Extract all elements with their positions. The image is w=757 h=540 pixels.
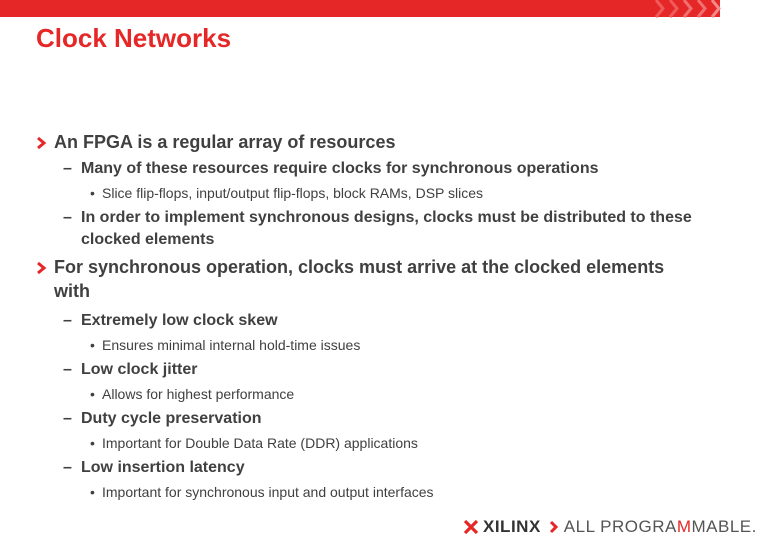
top-banner — [0, 0, 720, 17]
footer-logo — [463, 516, 757, 538]
chevron-pattern-icon — [650, 0, 720, 17]
bullet-text: Allows for highest performance — [102, 386, 295, 402]
tagline — [564, 517, 757, 537]
tagline-highlight: M — [676, 517, 692, 536]
bullet-level1 — [36, 255, 696, 303]
bullet-level3 — [90, 433, 696, 453]
bullet-text: Ensures minimal internal hold-time issues — [102, 337, 361, 353]
tagline-end: MABLE. — [691, 517, 757, 536]
dot-bullet-icon: • — [90, 185, 95, 201]
bullet-text: Extremely low clock skew — [81, 312, 278, 329]
bullet-text: Slice flip-flops, input/output flip-flops, block RAMs, DSP slices — [102, 185, 484, 201]
dash-bullet-icon: – — [63, 410, 72, 427]
bullet-level2 — [63, 359, 696, 381]
bullet-level3 — [90, 335, 696, 355]
bullet-text: Low insertion latency — [81, 459, 245, 476]
bullet-level3 — [90, 384, 696, 404]
dot-bullet-icon: • — [90, 337, 95, 353]
dot-bullet-icon: • — [90, 386, 95, 402]
bullet-level3 — [90, 482, 696, 502]
bullet-text: Low clock jitter — [81, 361, 198, 378]
bullet-text: In order to implement synchronous designs, clocks must be distributed to these clocked elements — [81, 209, 692, 248]
bullet-text: Duty cycle preservation — [81, 410, 262, 427]
bullet-level3 — [90, 183, 696, 203]
bullet-text: For synchronous operation, clocks must arrive at the clocked elements with — [54, 257, 665, 301]
bullet-text: Important for synchronous input and output interfaces — [102, 484, 434, 500]
bullet-level1 — [36, 130, 696, 154]
bullet-level2 — [63, 457, 696, 479]
dot-bullet-icon: • — [90, 435, 95, 451]
bullet-text: Important for Double Data Rate (DDR) applications — [102, 435, 418, 451]
bullet-text: Many of these resources require clocks for synchronous operations — [81, 160, 599, 177]
bullet-text: An FPGA is a regular array of resources — [54, 132, 396, 152]
dash-bullet-icon: – — [63, 312, 72, 329]
bullet-level2 — [63, 207, 696, 251]
bullet-level2 — [63, 408, 696, 430]
tagline-start: ALL PROGRA — [563, 517, 677, 536]
chevron-bullet-icon — [36, 262, 48, 274]
chevron-bullet-icon — [36, 137, 48, 149]
xilinx-logo-icon — [463, 519, 479, 535]
dash-bullet-icon: – — [63, 459, 72, 476]
dot-bullet-icon: • — [90, 484, 95, 500]
dash-bullet-icon: – — [63, 361, 72, 378]
dash-bullet-icon: – — [63, 160, 72, 177]
bullet-level2 — [63, 158, 696, 180]
brand-name: XILINX — [483, 517, 541, 536]
chevron-icon — [549, 521, 559, 533]
page-title: Clock Networks — [36, 23, 232, 53]
bullet-level2 — [63, 310, 696, 332]
dash-bullet-icon: – — [63, 209, 72, 226]
bullet-list — [36, 130, 696, 502]
